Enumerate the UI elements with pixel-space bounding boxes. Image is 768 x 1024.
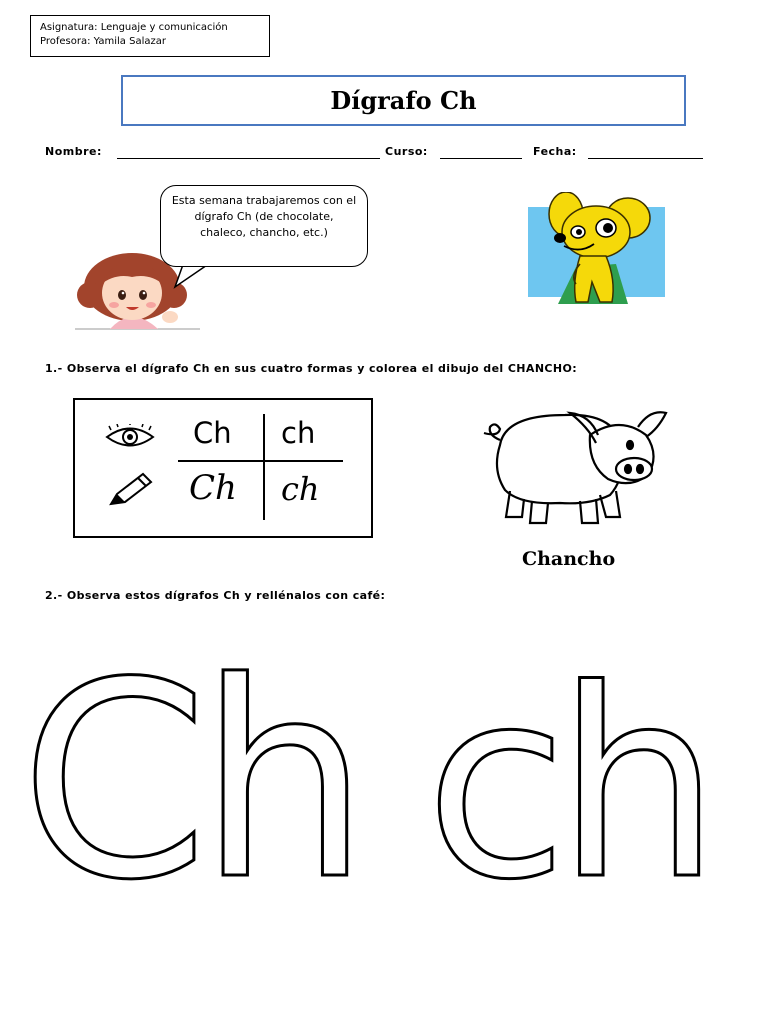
speech-bubble: Esta semana trabajaremos con el dígrafo Ch (de chocolate, chaleco, chancho, etc.): [160, 185, 368, 267]
page-title: Dígrafo Ch: [121, 75, 686, 126]
date-label: Fecha:: [533, 145, 577, 158]
dog-character-illustration: [528, 192, 668, 310]
subject-label: Asignatura: Lenguaje y comunicación: [40, 22, 228, 33]
teacher-label: Profesora: Yamila Salazar: [40, 36, 166, 47]
pig-label: Chancho: [522, 548, 616, 570]
outlined-digraphs-area[interactable]: [20, 640, 750, 890]
name-label: Nombre:: [45, 145, 102, 158]
instruction-2: 2.- Observa estos dígrafos Ch y rellénalos con café:: [45, 589, 386, 602]
date-line[interactable]: [588, 158, 703, 159]
table-vertical-divider: [263, 414, 265, 520]
course-line[interactable]: [440, 158, 522, 159]
cursive-lowercase-ch: ch: [281, 470, 320, 508]
name-line[interactable]: [117, 158, 380, 159]
eye-icon: [105, 424, 155, 450]
print-lowercase-ch: ch: [281, 416, 316, 450]
table-horizontal-divider: [178, 460, 343, 462]
digraph-forms-table: [73, 398, 373, 538]
student-fields: [45, 145, 715, 165]
pig-drawing[interactable]: [470, 405, 670, 530]
course-label: Curso:: [385, 145, 428, 158]
outlined-uppercase-ch[interactable]: Ch: [20, 640, 360, 890]
instruction-1: 1.- Observa el dígrafo Ch en sus cuatro formas y colorea el dibujo del CHANCHO:: [45, 362, 578, 375]
pencil-icon: [107, 472, 153, 508]
print-uppercase-ch: Ch: [193, 416, 232, 450]
outlined-lowercase-ch[interactable]: ch: [425, 640, 709, 890]
header-info-box: [30, 15, 270, 57]
cursive-uppercase-ch: Ch: [189, 468, 237, 508]
